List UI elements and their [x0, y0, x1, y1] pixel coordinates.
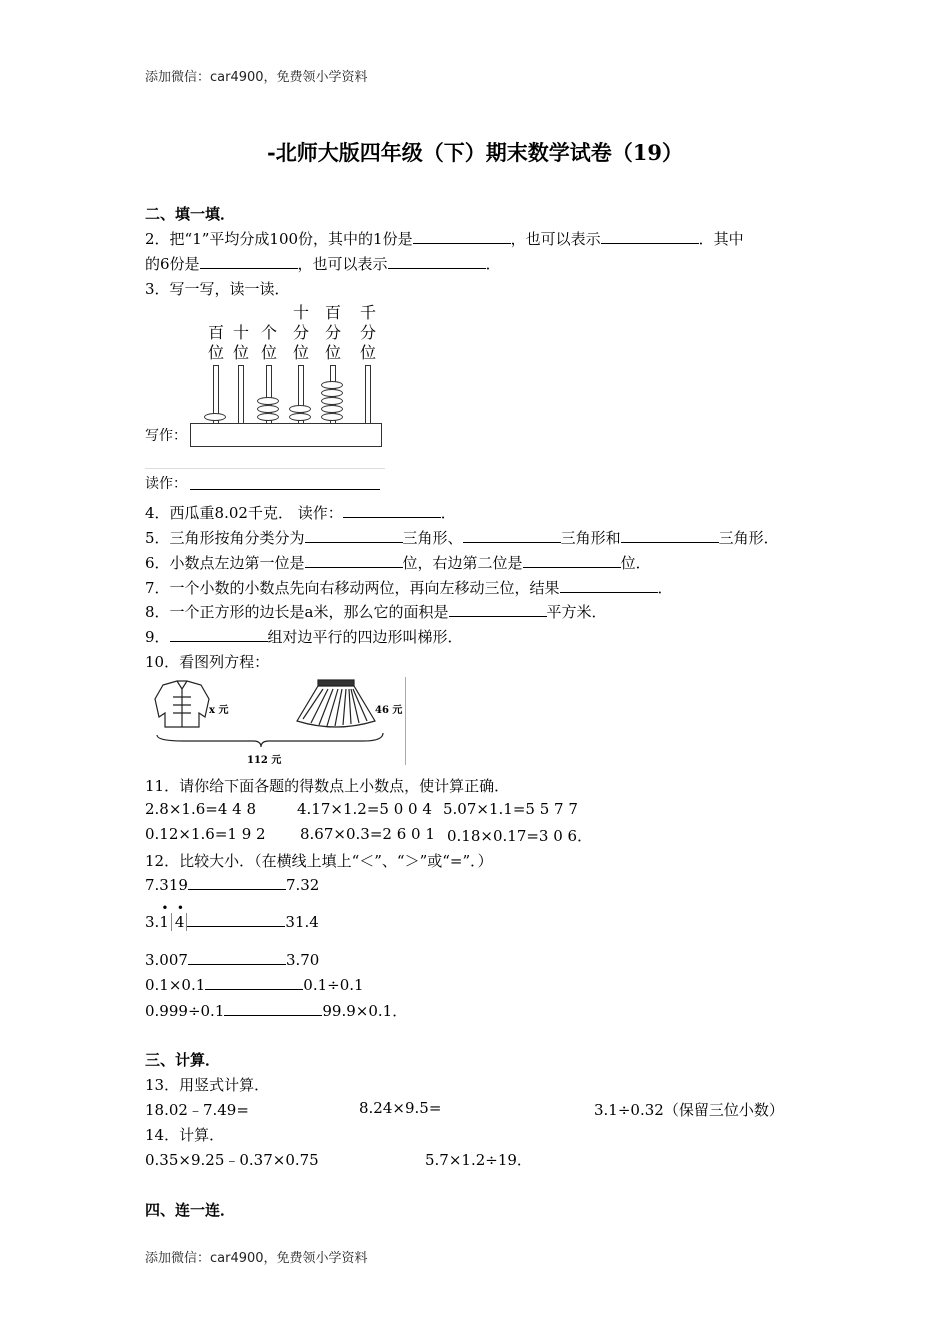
q12-r1-right: 7.32	[285, 876, 320, 894]
question-5	[145, 527, 779, 548]
write-label: 写作：	[145, 428, 187, 444]
header-note: 添加微信：car4900，免费领小学资料	[145, 70, 368, 85]
answer-blank[interactable]	[187, 912, 285, 927]
bottom-brace	[157, 733, 383, 747]
abacus-bead	[204, 413, 226, 421]
question-8	[145, 601, 607, 622]
q12-r3-right: 3.70	[285, 951, 320, 969]
answer-blank[interactable]	[621, 528, 719, 543]
answer-blank[interactable]	[463, 528, 561, 543]
q11-r2-c1: 0.12×1.6=1 9 2	[145, 825, 266, 843]
q14-item-1: 0.35×9.25﹣0.37×0.75	[145, 1151, 319, 1169]
repeating-digit-1	[159, 901, 172, 931]
repeating-digit-2	[172, 901, 188, 931]
total-price-label: 112 元	[247, 755, 282, 766]
skirt-price-label: 46 元	[375, 705, 403, 716]
q11-r1-c3: 5.07×1.1=5 5 7 7	[443, 800, 578, 818]
question-4	[145, 502, 456, 523]
abacus-bead	[289, 413, 311, 421]
q7-text-a: 7．一个小数的小数点先向右移动两位，再向左移动三位，结果	[145, 579, 560, 597]
q11-r2-c2: 8.67×0.3=2 6 0 1	[300, 825, 435, 843]
q12-r5-right: 99.9×0.1．	[322, 1002, 408, 1020]
answer-blank[interactable]	[305, 553, 403, 568]
abacus-bead	[321, 389, 343, 397]
q11-r2-c3: 0.18×0.17=3 0 6．	[447, 827, 593, 845]
answer-blank[interactable]	[170, 627, 268, 642]
clothes-figure	[143, 677, 406, 765]
abacus-bead	[321, 381, 343, 389]
q2-text-b: ，也可以表示	[510, 230, 601, 248]
question-9	[145, 626, 463, 647]
q9-text-a: 9．	[145, 628, 170, 646]
q12-r1-left: 7.319	[145, 876, 188, 894]
q5-text-c: 三角形和	[560, 529, 621, 547]
footer-note: 添加微信：car4900，免费领小学资料	[145, 1251, 368, 1266]
abacus-label-1: 十 位	[232, 323, 249, 362]
answer-blank[interactable]	[413, 229, 511, 244]
figure-divider	[145, 468, 385, 469]
abacus-bead	[257, 405, 279, 413]
answer-blank[interactable]	[388, 254, 486, 269]
q8-text-b: 平方米．	[546, 603, 607, 621]
section-4-heading: 四、连一连．	[145, 1201, 236, 1219]
q13-item-2: 8.24×9.5=	[359, 1099, 442, 1117]
question-6	[145, 552, 651, 573]
q12-r4-left: 0.1×0.1	[145, 976, 206, 994]
answer-blank[interactable]	[188, 875, 286, 890]
q12-r4-right: 0.1÷0.1	[303, 976, 364, 994]
answer-blank[interactable]	[305, 528, 403, 543]
q6-text-c: 位．	[620, 554, 651, 572]
q7-text-b: ．	[657, 579, 673, 597]
q8-text-a: 8．一个正方形的边长是a米，那么它的面积是	[145, 603, 449, 621]
section-3-heading: 三、计算．	[145, 1051, 221, 1069]
abacus-figure	[145, 303, 385, 493]
digit: 1	[159, 913, 169, 931]
q2-text-e: ，也可以表示	[297, 255, 388, 273]
abacus-bead	[321, 413, 343, 421]
question-3-text: 3．写一写，读一读．	[145, 280, 290, 298]
q12-row-2	[145, 901, 319, 931]
q2-text-f: ．	[485, 255, 501, 273]
q12-row-5	[145, 1000, 407, 1021]
repeat-dot: •	[161, 901, 169, 915]
answer-blank[interactable]	[200, 254, 298, 269]
q12-row-1	[145, 875, 319, 894]
shirt-icon	[155, 681, 209, 727]
q12-row-4	[145, 975, 364, 994]
question-7	[145, 577, 673, 598]
abacus-bead	[321, 397, 343, 405]
q4-text-b: ．	[440, 504, 456, 522]
question-2-line-2	[145, 253, 501, 274]
repeat-dot: •	[176, 901, 184, 915]
q2-text-a: 2．把“1”平均分成100份，其中的1份是	[145, 230, 413, 248]
q2-text-c: ．其中	[698, 230, 744, 248]
question-10-text: 10．看图列方程：	[145, 653, 270, 671]
shirt-price-label: x 元	[209, 705, 229, 716]
q5-text-b: 三角形、	[402, 529, 463, 547]
section-2-heading: 二、填一填．	[145, 205, 236, 223]
q12-row-3	[145, 950, 319, 969]
q13-item-3: 3.1÷0.32（保留三位小数）	[594, 1101, 784, 1119]
answer-blank[interactable]	[205, 975, 303, 990]
digit: 4	[174, 913, 185, 931]
q6-text-b: 位，右边第二位是	[402, 554, 523, 572]
question-13-text: 13．用竖式计算．	[145, 1076, 270, 1094]
q6-text-a: 6．小数点左边第一位是	[145, 554, 305, 572]
q2-text-d: 的6份是	[145, 255, 200, 273]
q14-item-2: 5.7×1.2÷19．	[425, 1151, 532, 1169]
answer-blank[interactable]	[449, 602, 547, 617]
q9-text-b: 组对边平行的四边形叫梯形．	[267, 628, 463, 646]
q4-text-a: 4．西瓜重8.02千克． 读作：	[145, 504, 343, 522]
answer-blank[interactable]	[560, 578, 658, 593]
q12-r3-left: 3.007	[145, 951, 188, 969]
q12-r5-left: 0.999÷0.1	[145, 1002, 225, 1020]
write-box[interactable]	[190, 423, 382, 447]
page-title: -北师大版四年级（下）期末数学试卷（19）	[267, 140, 683, 165]
read-blank[interactable]	[190, 489, 380, 490]
q11-r1-c2: 4.17×1.2=5 0 0 4	[297, 800, 432, 818]
answer-blank[interactable]	[601, 229, 699, 244]
q12-r2-right: 31.4	[285, 913, 319, 931]
q5-text-d: 三角形．	[718, 529, 779, 547]
abacus-label-4: 百 分 位	[324, 303, 341, 362]
question-14-text: 14．计算．	[145, 1126, 225, 1144]
abacus-label-2: 个 位	[260, 323, 277, 362]
q5-text-a: 5．三角形按角分类分为	[145, 529, 305, 547]
abacus-bead	[257, 397, 279, 405]
read-label: 读作：	[145, 476, 187, 492]
q12-r2-prefix: 3.	[145, 913, 160, 931]
q13-item-1: 18.02﹣7.49=	[145, 1101, 249, 1119]
abacus-rod-1	[238, 365, 244, 424]
abacus-bead	[321, 405, 343, 413]
question-11-text: 11．请你给下面各题的得数点上小数点，使计算正确．	[145, 777, 510, 795]
abacus-label-3: 十 分 位	[292, 303, 309, 362]
abacus-bead	[257, 413, 279, 421]
question-12-text: 12．比较大小．（在横线上填上“＜”、“＞”或“=”．）	[145, 852, 493, 870]
abacus-label-0: 百 位	[207, 323, 224, 362]
q11-r1-c1: 2.8×1.6=4 4 8	[145, 800, 257, 818]
skirt-icon	[297, 680, 375, 727]
abacus-rod-5	[365, 365, 371, 424]
answer-blank[interactable]	[343, 503, 441, 518]
answer-blank[interactable]	[523, 553, 621, 568]
abacus-bead	[289, 405, 311, 413]
question-2-line-1	[145, 228, 744, 249]
answer-blank[interactable]	[188, 950, 286, 965]
answer-blank[interactable]	[224, 1001, 322, 1016]
abacus-label-5: 千 分 位	[359, 303, 376, 362]
